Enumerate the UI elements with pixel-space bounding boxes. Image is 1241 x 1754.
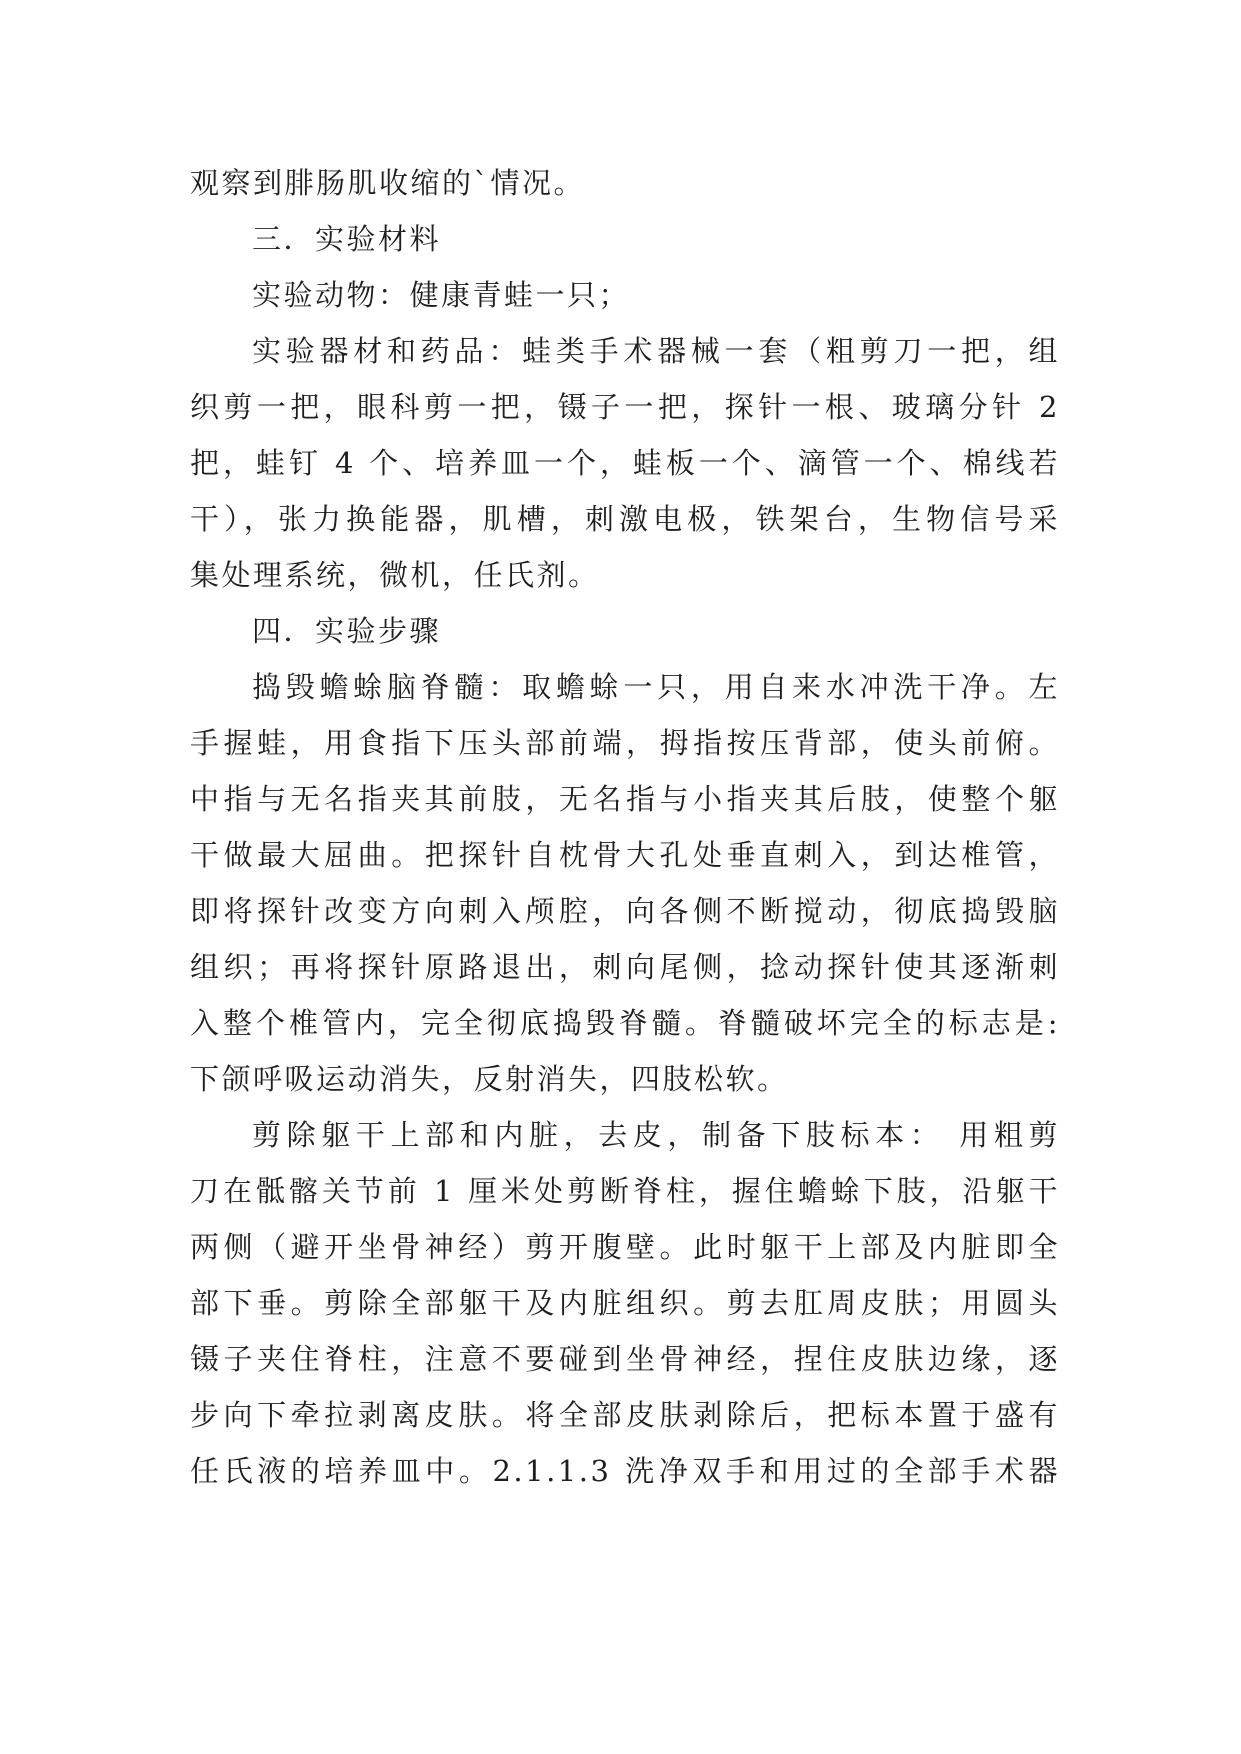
text-line: 步向下牵拉剥离皮肤。将全部皮肤剥除后，把标本置于盛有: [190, 1398, 1060, 1432]
text-line: 刀在骶髂关节前 1 厘米处剪断脊柱，握住蟾蜍下肢，沿躯干: [190, 1174, 1060, 1208]
text-line: 剪除躯干上部和内脏，去皮，制备下肢标本： 用粗剪: [252, 1118, 1060, 1152]
text-line: 观察到腓肠肌收缩的`情况。: [190, 166, 586, 200]
text-line: 干做最大屈曲。把探针自枕骨大孔处垂直刺入，到达椎管，: [190, 838, 1060, 872]
text-line: 组织；再将探针原路退出，刺向尾侧，捻动探针使其逐渐刺: [190, 950, 1060, 984]
text-line: 捣毁蟾蜍脑脊髓：取蟾蜍一只，用自来水冲洗干净。左: [252, 670, 1060, 704]
document-body: [190, 155, 1060, 1499]
text-line: 入整个椎管内，完全彻底捣毁脊髓。脊髓破坏完全的标志是:: [190, 1006, 1060, 1040]
text-line: 中指与无名指夹其前肢，无名指与小指夹其后肢，使整个躯: [190, 782, 1060, 816]
text-line: 两侧（避开坐骨神经）剪开腹壁。此时躯干上部及内脏即全: [190, 1230, 1060, 1264]
text-line: 把，蛙钉 4 个、培养皿一个，蛙板一个、滴管一个、棉线若: [190, 446, 1060, 480]
text-line: 织剪一把，眼科剪一把，镊子一把，探针一根、玻璃分针 2: [190, 390, 1060, 424]
text-line: 集处理系统，微机，任氏剂。: [190, 558, 600, 592]
text-line: 任氏液的培养皿中。2.1.1.3 洗净双手和用过的全部手术器: [190, 1454, 1060, 1488]
text-line: 实验动物：健康青蛙一只；: [252, 278, 631, 312]
text-line: 实验器材和药品：蛙类手术器械一套（粗剪刀一把，组: [252, 334, 1060, 368]
text-line: 手握蛙，用食指下压头部前端，拇指按压背部，使头前俯。: [190, 726, 1060, 760]
text-line: 下颌呼吸运动消失，反射消失，四肢松软。: [190, 1062, 789, 1096]
text-line: 干），张力换能器，肌槽，刺激电极，铁架台，生物信号采: [190, 502, 1060, 536]
section-heading: 四．实验步骤: [252, 614, 442, 648]
text-line: 镊子夹住脊柱，注意不要碰到坐骨神经，捏住皮肤边缘，逐: [190, 1342, 1060, 1376]
text-line: 即将探针改变方向刺入颅腔，向各侧不断搅动，彻底捣毁脑: [190, 894, 1060, 928]
section-heading: 三．实验材料: [252, 222, 442, 256]
text-line: 部下垂。剪除全部躯干及内脏组织。剪去肛周皮肤；用圆头: [190, 1286, 1060, 1320]
